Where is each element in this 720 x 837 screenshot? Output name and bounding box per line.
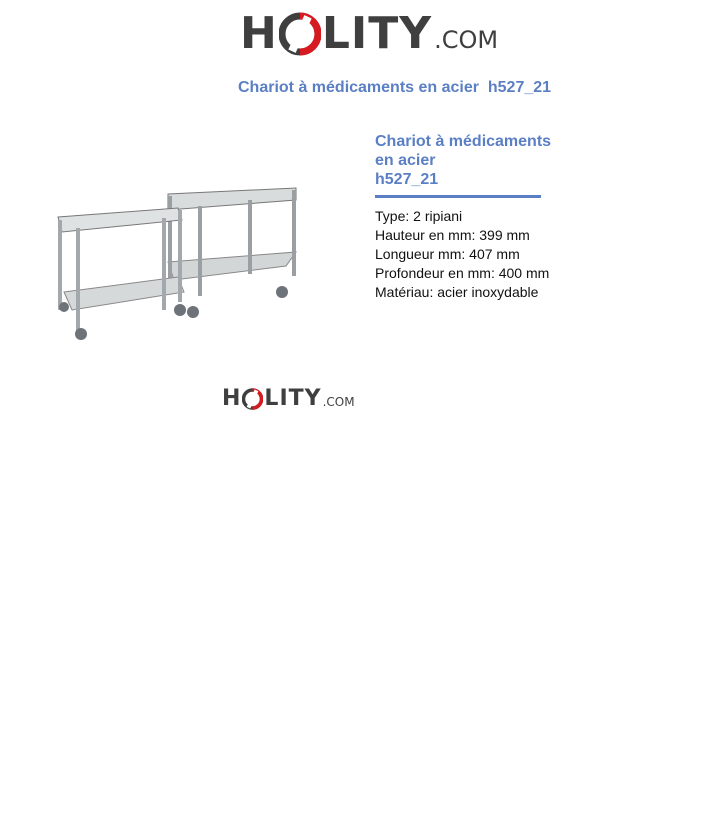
logo-letter-h: H [222, 386, 242, 411]
spec-row: Profondeur en mm: 400 mm [375, 265, 550, 281]
holity-logo[interactable] [240, 8, 499, 59]
page-title: Chariot à médicaments en acier h527_21 [238, 79, 552, 96]
title-divider [375, 195, 541, 198]
spec-row: Type: 2 ripiani [375, 208, 463, 224]
product-image [50, 182, 302, 347]
logo-letters-lity: LITY [264, 386, 322, 411]
product-title-line: Chariot à médicaments [375, 133, 552, 150]
logo-o-icon [279, 12, 321, 56]
logo-com: .COM [322, 395, 355, 409]
logo-letter-h: H [240, 8, 278, 59]
product-title-line: en acier [375, 152, 436, 169]
logo-com: .COM [434, 26, 499, 54]
spec-row: Longueur mm: 407 mm [375, 246, 520, 262]
holity-logo-small[interactable] [222, 388, 355, 410]
product-title [375, 132, 615, 189]
spec-row: Matériau: acier inoxydable [375, 284, 539, 300]
product-info [375, 132, 615, 302]
spec-row: Hauteur en mm: 399 mm [375, 227, 530, 243]
logo-letters-lity: LITY [321, 8, 433, 59]
trolley-back [168, 188, 296, 318]
trolley-front [58, 208, 186, 340]
logo-o-icon [242, 388, 263, 410]
product-title-line: h527_21 [375, 171, 439, 188]
